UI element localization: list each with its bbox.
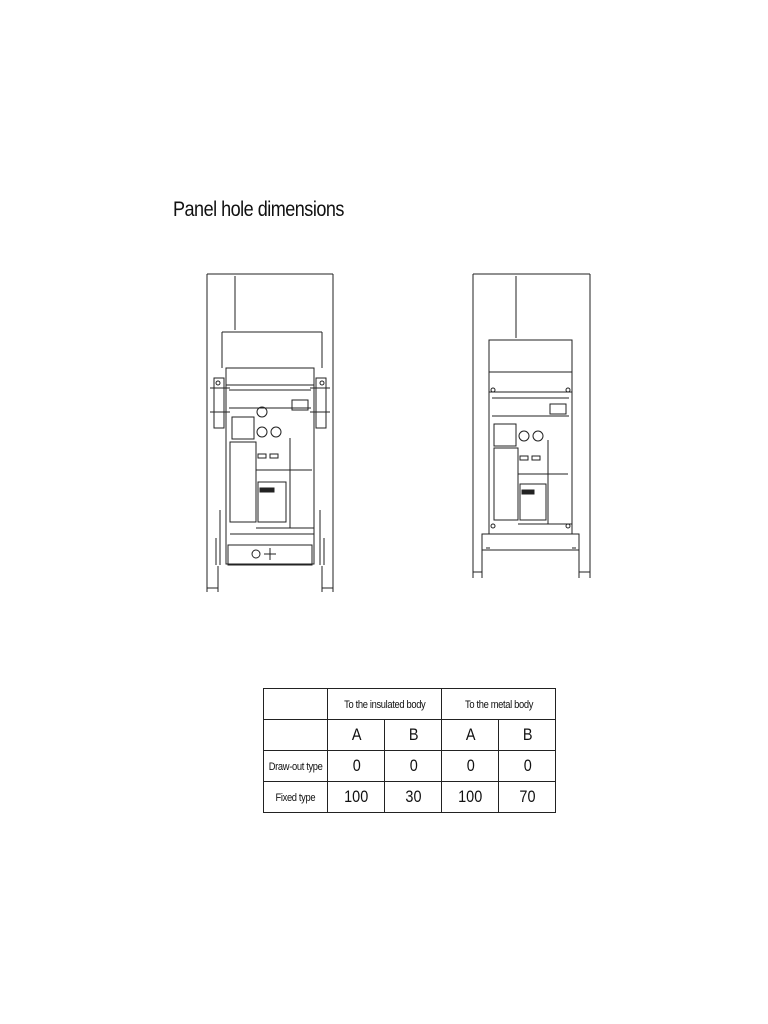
draw-out-breaker-drawing xyxy=(200,270,340,600)
table-cell: 70 xyxy=(499,782,556,813)
subheader-a-metal: A xyxy=(442,720,499,751)
row-label-fixed: Fixed type xyxy=(264,782,328,813)
table-cell: 30 xyxy=(385,782,442,813)
table-header-row xyxy=(264,689,556,720)
table-cell: 0 xyxy=(442,751,499,782)
page-title: Panel hole dimensions xyxy=(173,198,344,221)
table-cell: 0 xyxy=(328,751,385,782)
subheader-empty-cell xyxy=(264,720,328,751)
table-cell: 0 xyxy=(499,751,556,782)
fixed-breaker-drawing xyxy=(468,270,598,585)
table-row xyxy=(264,782,556,813)
table-cell: 0 xyxy=(385,751,442,782)
subheader-a-insulated: A xyxy=(328,720,385,751)
header-insulated-body: To the insulated body xyxy=(328,689,442,720)
table-row xyxy=(264,751,556,782)
subheader-b-insulated: B xyxy=(385,720,442,751)
table-subheader-row xyxy=(264,720,556,751)
header-metal-body: To the metal body xyxy=(442,689,556,720)
table-cell: 100 xyxy=(328,782,385,813)
panel-hole-dimensions-table xyxy=(263,688,556,813)
row-label-draw-out: Draw-out type xyxy=(264,751,328,782)
table-cell: 100 xyxy=(442,782,499,813)
subheader-b-metal: B xyxy=(499,720,556,751)
table-corner-cell xyxy=(264,689,328,720)
